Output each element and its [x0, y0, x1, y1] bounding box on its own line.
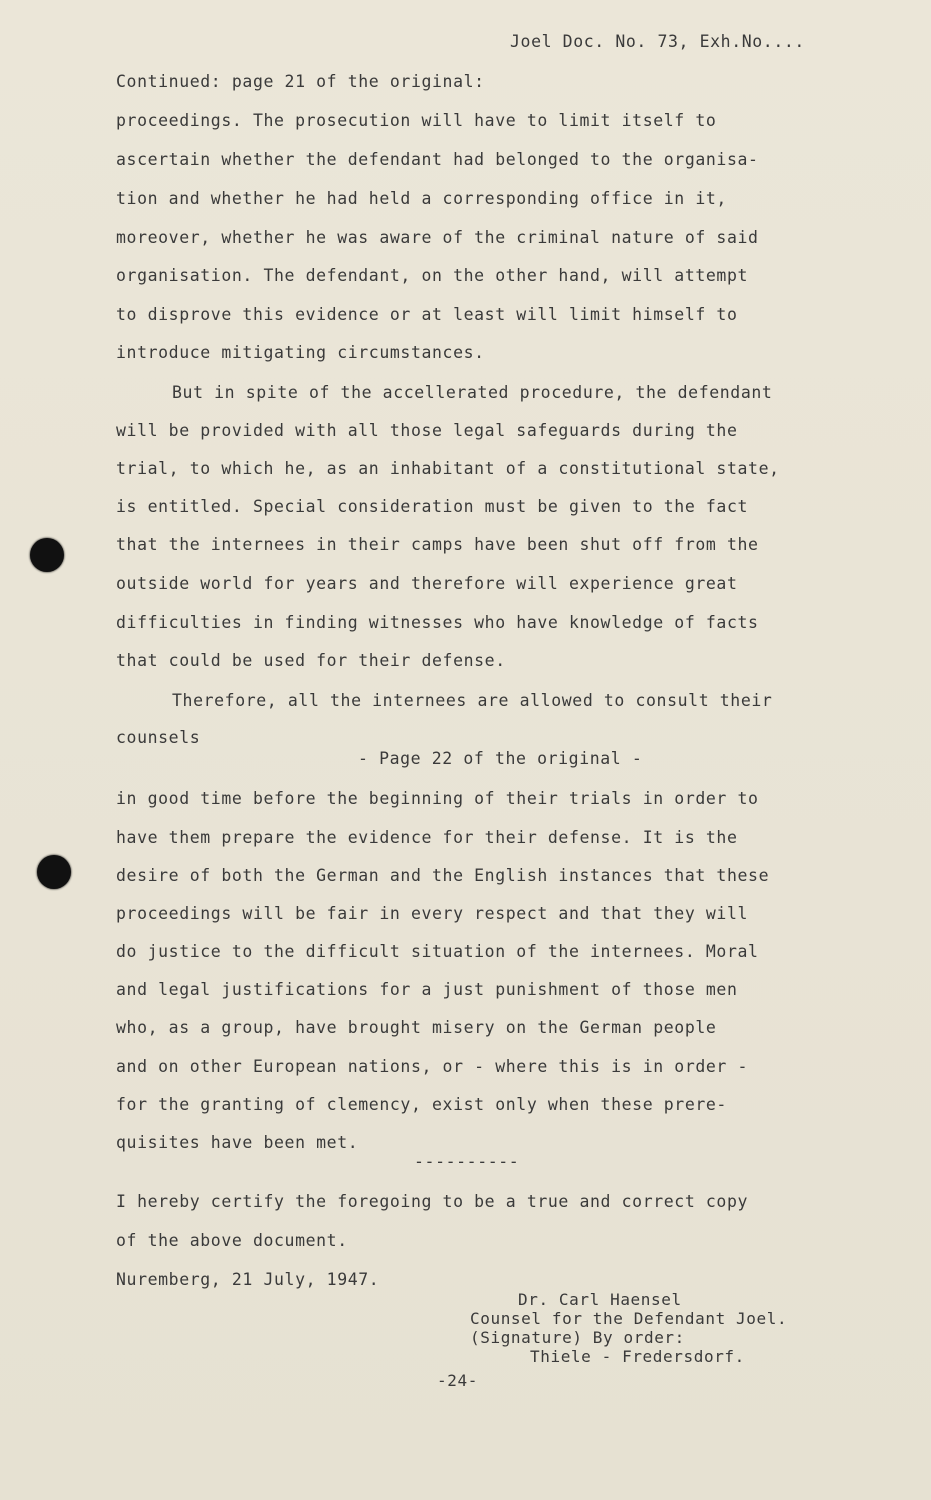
text-line: of the above document.	[116, 1231, 348, 1250]
text-line: But in spite of the accellerated procedure, the defendant	[172, 383, 773, 402]
signature-note: (Signature) By order:	[470, 1328, 685, 1347]
page-marker: - Page 22 of the original -	[358, 749, 643, 768]
text-line: moreover, whether he was aware of the criminal nature of said	[116, 228, 759, 247]
text-line: that could be used for their defense.	[116, 651, 506, 670]
text-line: to disprove this evidence or at least will limit himself to	[116, 305, 738, 324]
text-line: I hereby certify the foregoing to be a true and correct copy	[116, 1192, 749, 1211]
text-line: is entitled. Special consideration must be given to the fact	[116, 497, 749, 516]
text-line: and legal justifications for a just punishment of those men	[116, 980, 738, 999]
text-line: proceedings will be fair in every respect and that they will	[116, 904, 749, 923]
text-line: counsels	[116, 728, 201, 747]
text-line: have them prepare the evidence for their defense. It is the	[116, 828, 738, 847]
text-line: do justice to the difficult situation of the internees. Moral	[116, 942, 759, 961]
text-line: quisites have been met.	[116, 1133, 359, 1152]
text-line: trial, to which he, as an inhabitant of a constitutional state,	[116, 459, 780, 478]
text-line: and on other European nations, or - where this is in order -	[116, 1057, 749, 1076]
text-line: organisation. The defendant, on the other hand, will attempt	[116, 266, 749, 285]
document-header: Joel Doc. No. 73, Exh.No....	[510, 32, 805, 51]
text-line: proceedings. The prosecution will have to limit itself to	[116, 111, 717, 130]
signer-role: Counsel for the Defendant Joel.	[470, 1309, 788, 1328]
text-line: that the internees in their camps have been shut off from the	[116, 535, 759, 554]
text-line: outside world for years and therefore will experience great	[116, 574, 738, 593]
text-line: desire of both the German and the English instances that these	[116, 866, 770, 885]
text-line: Therefore, all the internees are allowed to consult their	[172, 691, 773, 710]
text-line: difficulties in finding witnesses who have knowledge of facts	[116, 613, 759, 632]
text-line: in good time before the beginning of their trials in order to	[116, 789, 759, 808]
place-date: Nuremberg, 21 July, 1947.	[116, 1270, 380, 1289]
continuation-note: Continued: page 21 of the original:	[116, 72, 485, 91]
text-line: for the granting of clemency, exist only when these prere-	[116, 1095, 727, 1114]
text-line: will be provided with all those legal safeguards during the	[116, 421, 738, 440]
text-line: introduce mitigating circumstances.	[116, 343, 485, 362]
punch-hole-top	[30, 538, 64, 572]
text-line: who, as a group, have brought misery on the German people	[116, 1018, 717, 1037]
separator: ----------	[414, 1152, 520, 1171]
text-line: tion and whether he had held a corresponding office in it,	[116, 189, 727, 208]
text-line: ascertain whether the defendant had belonged to the organisa-	[116, 150, 759, 169]
signer-name: Dr. Carl Haensel	[518, 1290, 682, 1309]
punch-hole-bottom	[37, 855, 71, 889]
page-number: -24-	[437, 1371, 478, 1390]
signed-by: Thiele - Fredersdorf.	[530, 1347, 745, 1366]
